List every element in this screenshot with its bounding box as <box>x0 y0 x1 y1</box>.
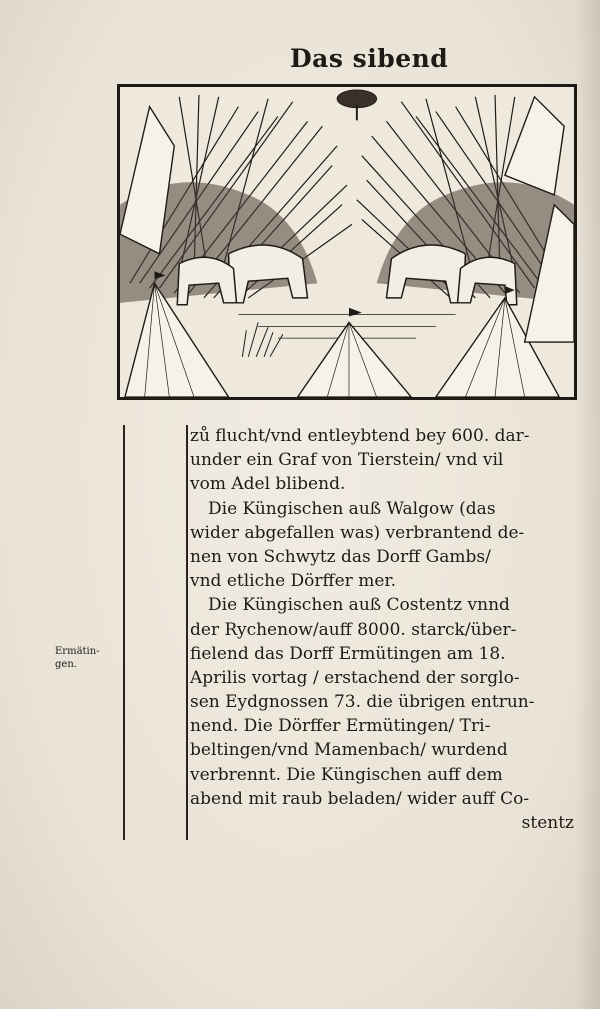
marginal-note: Ermätin- gen. <box>55 646 100 670</box>
text-line: nen von Schwytz das Dorff Gambs/ <box>190 546 491 567</box>
text-line: vom Adel blibend. <box>190 474 346 495</box>
text-line: Aprilis vortag / erstachend der sorglo- <box>190 667 520 688</box>
text-line: Die Küngischen auß Walgow (das <box>208 498 496 519</box>
text-line: Die Küngischen auß Costentz vnnd <box>208 595 510 616</box>
text-column-rule <box>186 425 188 840</box>
text-line: abend mit raub beladen/ wider auff Co- <box>190 788 530 809</box>
catchword: stentz <box>521 813 574 833</box>
text-line: wider abgefallen was) verbrantend de- <box>190 522 525 543</box>
body-text-column <box>190 424 582 835</box>
text-line: nend. Die Dörffer Ermütingen/ Tri- <box>190 716 491 737</box>
text-line: sen Eydgnossen 73. die übrigen entrun- <box>190 692 535 713</box>
text-line: vnd etliche Dörffer mer. <box>190 571 397 592</box>
left-margin-rule <box>123 425 125 840</box>
text-line: der Rychenow/auff 8000. starck/über- <box>190 619 517 640</box>
text-line: verbrennt. Die Küngischen auff dem <box>190 764 503 785</box>
running-head-title: Das sibend <box>290 44 449 73</box>
text-line: zů flucht/vnd entleybtend bey 600. dar- <box>190 426 530 446</box>
text-line: under ein Graf von Tierstein/ vnd vil <box>190 450 504 471</box>
text-line: fielend das Dorff Ermütingen am 18. <box>190 643 506 664</box>
battle-scene-woodcut <box>120 87 574 397</box>
text-line: beltingen/vnd Mamenbach/ wurdend <box>190 740 508 761</box>
woodcut-illustration <box>117 84 577 400</box>
